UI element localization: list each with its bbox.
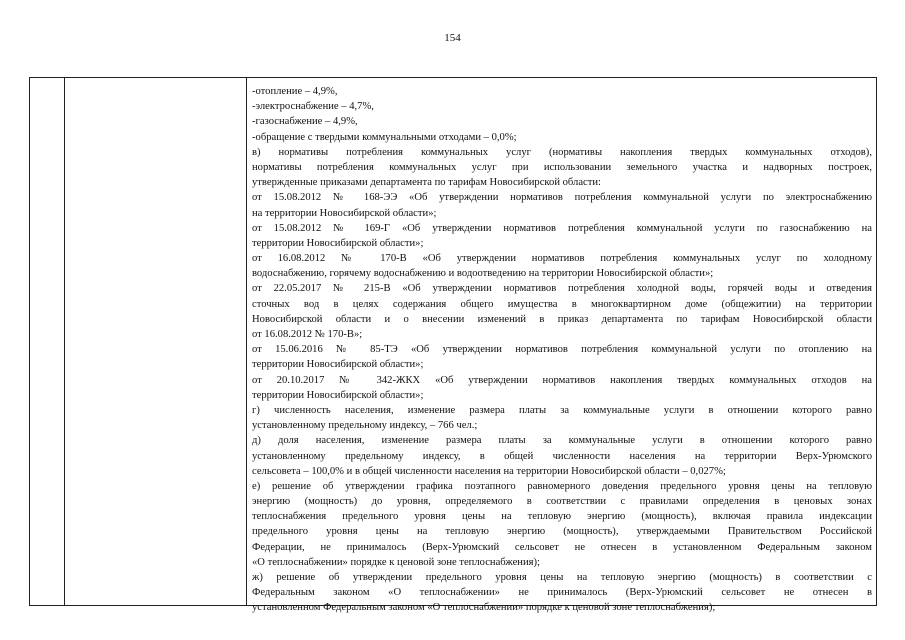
text-line: энергию (мощность) до уровня, определяемого в соответствии с правилами определения в ценовых зонах bbox=[252, 496, 872, 508]
text-line: от 16.08.2012 № 170-В «Об утверждении нормативов потребления коммунальных услуг по холодному bbox=[252, 253, 872, 265]
text-line: установленном Федеральным законом «О теплоснабжении» порядке к ценовой зоне теплоснабжения); bbox=[252, 602, 716, 614]
text-line: Федеральным законом «О теплоснабжении» не принималось (Верх-Урюмский сельсовет не отнесен в bbox=[252, 587, 872, 599]
text-line: установленному предельному индексу, в общей численности населения на территории Верх-Урюмского bbox=[252, 450, 872, 462]
text-line: от 15.08.2012 № 168-ЭЭ «Об утверждении нормативов потребления коммунальной услуги по электроснабжению bbox=[252, 192, 872, 204]
text-line: г) численность населения, изменение размера платы за коммунальные услуги в отношении которого равно bbox=[252, 404, 872, 416]
text-line: в) нормативы потребления коммунальных услуг (нормативы накопления твердых коммунальных отходов), bbox=[252, 146, 872, 158]
text-line: от 22.05.2017 № 215-В «Об утверждении нормативов потребления холодной воды, горячей воды и отведения bbox=[252, 283, 872, 295]
column-divider-2 bbox=[246, 78, 247, 605]
text-line: от 15.08.2012 № 169-Г «Об утверждении нормативов потребления коммунальной услуги по газоснабжению на bbox=[252, 222, 872, 234]
text-line: -газоснабжение – 4,9%, bbox=[252, 116, 358, 128]
text-line: территории Новосибирской области»; bbox=[252, 237, 424, 249]
table-cell-text bbox=[252, 84, 872, 614]
text-line: от 15.06.2016 № 85-ТЭ «Об утверждении нормативов потребления коммунальной услуги по отоплению на bbox=[252, 344, 872, 356]
text-line: территории Новосибирской области»; bbox=[252, 389, 424, 401]
text-line: «О теплоснабжении» порядке к ценовой зоне теплоснабжения); bbox=[252, 556, 540, 568]
text-line: водоснабжению, горячему водоснабжению и водоотведению на территории Новосибирской области»; bbox=[252, 268, 714, 280]
text-line: сточных вод в целях содержания общего имущества в многоквартирном доме (общежитии) на территории bbox=[252, 298, 872, 310]
column-divider-1 bbox=[64, 78, 65, 605]
text-line: на территории Новосибирской области»; bbox=[252, 207, 437, 219]
document-table bbox=[29, 77, 877, 614]
text-line: Федерации, не принималось (Верх-Урюмский сельсовет не отнесен в установленном Федеральным законом bbox=[252, 541, 872, 553]
text-line: предельного уровня цены на тепловую энергию (мощность), утверждаемыми Правительством Российской bbox=[252, 526, 872, 538]
text-line: нормативы потребления коммунальных услуг при использовании земельного участка и надворных построек, bbox=[252, 161, 872, 173]
text-line: от 16.08.2012 № 170-В»; bbox=[252, 329, 363, 340]
text-line: -отопление – 4,9%, bbox=[252, 86, 338, 97]
text-line: от 20.10.2017 № 342-ЖКХ «Об утверждении нормативов накопления твердых коммунальных отходов на bbox=[252, 374, 872, 386]
text-line: -обращение с твердыми коммунальными отходами – 0,0%; bbox=[252, 131, 517, 143]
text-line: установленному предельному индексу, – 766 чел.; bbox=[252, 420, 478, 432]
text-line: ж) решение об утверждении предельного уровня цены на тепловую энергию (мощность) в соответствии с bbox=[252, 572, 872, 583]
text-line: утвержденные приказами департамента по тарифам Новосибирской области: bbox=[252, 177, 601, 189]
text-line: -электроснабжение – 4,7%, bbox=[252, 101, 374, 113]
text-line: теплоснабжения предельного уровня цены на тепловую энергию (мощность), включая правила индексации bbox=[252, 511, 872, 523]
text-line: е) решение об утверждении графика поэтапного равномерного доведения предельного уровня цены на тепловую bbox=[252, 480, 872, 492]
text-line: сельсовета – 100,0% и в общей численности населения на территории Новосибирской области – 0,027%; bbox=[252, 465, 726, 477]
text-line: территории Новосибирской области»; bbox=[252, 359, 424, 371]
text-line: Новосибирской области и о внесении изменений в приказ департамента по тарифам Новосибирской области bbox=[252, 313, 872, 325]
page-number: 154 bbox=[444, 32, 461, 44]
text-line: д) доля населения, изменение размера платы за коммунальные услуги в отношении которого равно bbox=[252, 435, 872, 447]
